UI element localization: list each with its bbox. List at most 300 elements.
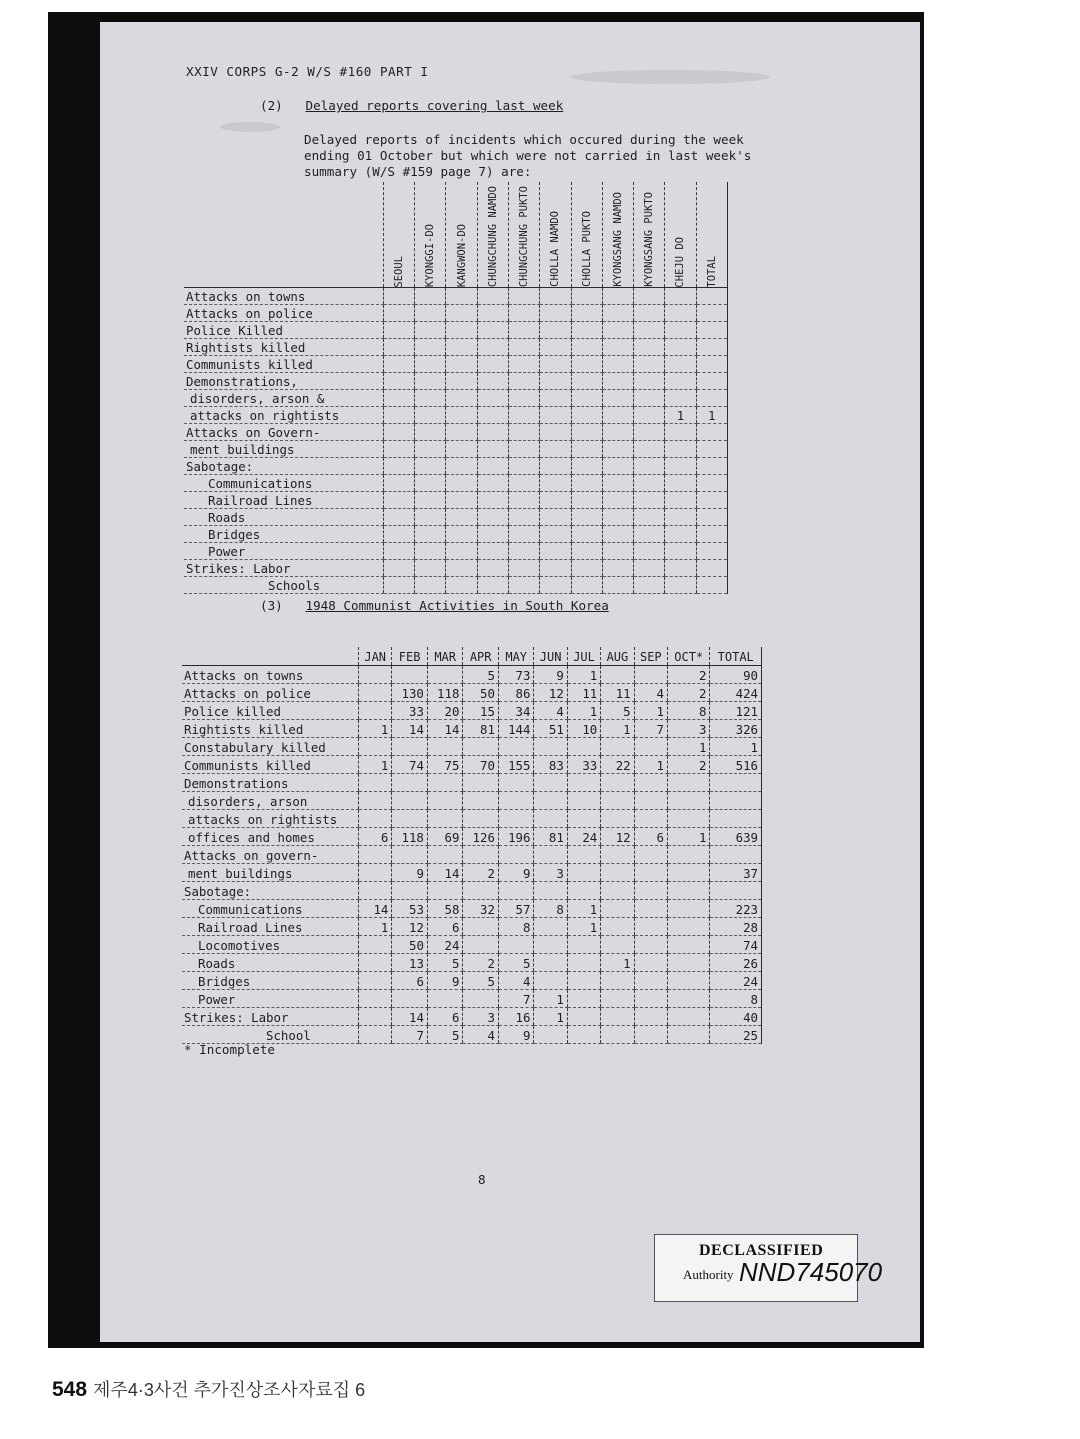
- column-header: [602, 182, 633, 288]
- table-cell: [567, 882, 600, 900]
- table-cell: [710, 810, 762, 828]
- table-cell: [634, 458, 665, 475]
- table-cell: [571, 339, 602, 356]
- table-cell: 1: [668, 828, 710, 846]
- table-cell: [383, 288, 414, 305]
- table-cell: [446, 305, 477, 322]
- table-cell: 12: [534, 684, 567, 702]
- table-cell: [571, 577, 602, 594]
- row-label: Attacks on towns: [182, 666, 359, 684]
- table-cell: [463, 936, 499, 954]
- table-row: [184, 492, 728, 509]
- table-cell: [477, 475, 508, 492]
- table-cell: [571, 492, 602, 509]
- table-cell: 6: [392, 972, 428, 990]
- table-cell: 6: [634, 828, 667, 846]
- table-cell: [446, 543, 477, 560]
- table-cell: 130: [392, 684, 428, 702]
- table-cell: 1: [534, 1008, 567, 1026]
- table-cell: [359, 774, 392, 792]
- table-cell: [383, 492, 414, 509]
- table-cell: [696, 390, 727, 407]
- table-cell: [383, 543, 414, 560]
- table-cell: 11: [567, 684, 600, 702]
- table-cell: [567, 1008, 600, 1026]
- table-row: [182, 1008, 762, 1026]
- table-cell: [383, 577, 414, 594]
- section-1-number: (2): [260, 98, 283, 113]
- table-cell: [601, 1026, 634, 1044]
- table-cell: [508, 373, 539, 390]
- table-row: [182, 882, 762, 900]
- table-cell: 75: [427, 756, 463, 774]
- table-cell: [634, 492, 665, 509]
- table-cell: [634, 774, 667, 792]
- table-cell: [415, 288, 446, 305]
- table-cell: [359, 738, 392, 756]
- table-cell: [696, 288, 727, 305]
- table-cell: 11: [601, 684, 634, 702]
- table-cell: [567, 936, 600, 954]
- row-label: Constabulary killed: [182, 738, 359, 756]
- table-cell: [508, 322, 539, 339]
- table-cell: [415, 475, 446, 492]
- row-label: Attacks on govern-: [182, 846, 359, 864]
- table-cell: 3: [534, 864, 567, 882]
- table-cell: [463, 918, 499, 936]
- table-row: [184, 441, 728, 458]
- table-cell: [463, 792, 499, 810]
- table-cell: [571, 458, 602, 475]
- table-cell: [392, 882, 428, 900]
- table-cell: [602, 288, 633, 305]
- table-cell: [567, 990, 600, 1008]
- table-cell: [446, 458, 477, 475]
- table-cell: [634, 407, 665, 424]
- table-cell: 9: [392, 864, 428, 882]
- table-cell: [567, 792, 600, 810]
- table-cell: [415, 577, 446, 594]
- table-cell: [668, 864, 710, 882]
- table-cell: [446, 560, 477, 577]
- table-cell: [540, 509, 571, 526]
- table-cell: [571, 288, 602, 305]
- column-header: [665, 182, 696, 288]
- book-title: 제주4·3사건 추가진상조사자료집 6: [93, 1380, 366, 1400]
- table-cell: [427, 882, 463, 900]
- table-row: [184, 288, 728, 305]
- table-cell: [498, 882, 534, 900]
- row-label: Railroad Lines: [182, 918, 359, 936]
- row-label: Communications: [184, 475, 383, 492]
- table-cell: 5: [498, 954, 534, 972]
- table-cell: [463, 882, 499, 900]
- table-cell: 4: [634, 684, 667, 702]
- table-cell: 15: [463, 702, 499, 720]
- table-cell: [446, 356, 477, 373]
- row-label: ment buildings: [184, 441, 383, 458]
- table-row: [182, 810, 762, 828]
- row-label: attacks on rightists: [182, 810, 359, 828]
- table-row: [184, 458, 728, 475]
- table-cell: [508, 492, 539, 509]
- table-row: [184, 543, 728, 560]
- column-header: FEB: [392, 647, 428, 666]
- table-cell: [477, 305, 508, 322]
- table-cell: 1: [567, 702, 600, 720]
- table-cell: [383, 407, 414, 424]
- table-cell: 20: [427, 702, 463, 720]
- table-cell: 2: [668, 684, 710, 702]
- column-header: [540, 182, 571, 288]
- table-cell: [540, 577, 571, 594]
- table-row: [184, 509, 728, 526]
- table-cell: [534, 792, 567, 810]
- table-cell: [508, 339, 539, 356]
- table-cell: [601, 972, 634, 990]
- column-header: JUL: [567, 647, 600, 666]
- table-cell: [392, 738, 428, 756]
- table-cell: 5: [601, 702, 634, 720]
- table-row: [184, 305, 728, 322]
- table-cell: [696, 526, 727, 543]
- table-cell: 24: [427, 936, 463, 954]
- stamp-declassified: DECLASSIFIED: [699, 1242, 824, 1259]
- row-label: Locomotives: [182, 936, 359, 954]
- table-cell: [696, 373, 727, 390]
- table-cell: 196: [498, 828, 534, 846]
- table-cell: 50: [392, 936, 428, 954]
- table-row: [182, 1026, 762, 1044]
- table-cell: [359, 684, 392, 702]
- table-row: [184, 424, 728, 441]
- row-label: Roads: [184, 509, 383, 526]
- table-cell: 6: [427, 1008, 463, 1026]
- table-cell: [665, 305, 696, 322]
- table-cell: [571, 543, 602, 560]
- row-label: Rightists killed: [182, 720, 359, 738]
- table-cell: [571, 322, 602, 339]
- table-cell: 5: [427, 1026, 463, 1044]
- table-cell: [567, 738, 600, 756]
- table-cell: [383, 509, 414, 526]
- table-cell: [383, 339, 414, 356]
- table-cell: [392, 666, 428, 684]
- table-row: [182, 774, 762, 792]
- table-cell: [634, 305, 665, 322]
- table-cell: [359, 702, 392, 720]
- table-cell: [665, 560, 696, 577]
- row-label: Attacks on Govern-: [184, 424, 383, 441]
- table-cell: [571, 407, 602, 424]
- table-cell: [415, 305, 446, 322]
- table-cell: 1: [359, 720, 392, 738]
- table-cell: [602, 577, 633, 594]
- table-cell: 2: [668, 666, 710, 684]
- table-cell: [498, 738, 534, 756]
- table-cell: [359, 1008, 392, 1026]
- table-cell: [634, 509, 665, 526]
- table-cell: [601, 846, 634, 864]
- table-cell: 1: [710, 738, 762, 756]
- table-cell: [359, 990, 392, 1008]
- table-cell: [665, 577, 696, 594]
- table-row: [184, 373, 728, 390]
- table-cell: [540, 441, 571, 458]
- table-cell: [392, 846, 428, 864]
- table-cell: [634, 475, 665, 492]
- table-cell: [571, 373, 602, 390]
- table-cell: [477, 543, 508, 560]
- table-cell: [567, 1026, 600, 1044]
- table-cell: [540, 288, 571, 305]
- table-cell: [498, 810, 534, 828]
- table-row: [184, 560, 728, 577]
- table-cell: [602, 322, 633, 339]
- row-label: Bridges: [182, 972, 359, 990]
- row-label: Sabotage:: [182, 882, 359, 900]
- table-row: [184, 526, 728, 543]
- table-cell: [634, 526, 665, 543]
- row-label: Communists killed: [182, 756, 359, 774]
- table-row: [184, 577, 728, 594]
- table-cell: 1: [665, 407, 696, 424]
- row-label: Attacks on police: [182, 684, 359, 702]
- table-cell: [508, 390, 539, 407]
- row-label: Bridges: [184, 526, 383, 543]
- table-cell: 9: [498, 1026, 534, 1044]
- table-cell: [540, 526, 571, 543]
- table-cell: [508, 305, 539, 322]
- table-cell: [602, 475, 633, 492]
- table-row: [184, 356, 728, 373]
- table-cell: [696, 458, 727, 475]
- table-cell: [446, 288, 477, 305]
- table-cell: [508, 577, 539, 594]
- table-cell: [696, 475, 727, 492]
- table-cell: 32: [463, 900, 499, 918]
- table-cell: [634, 864, 667, 882]
- table-cell: [634, 424, 665, 441]
- table-cell: [477, 356, 508, 373]
- table-cell: [696, 424, 727, 441]
- table-cell: 118: [427, 684, 463, 702]
- table-cell: [696, 509, 727, 526]
- table-cell: 40: [710, 1008, 762, 1026]
- table-cell: 1: [359, 756, 392, 774]
- table-cell: [634, 936, 667, 954]
- table-cell: [477, 373, 508, 390]
- table-cell: [601, 666, 634, 684]
- table-cell: [668, 792, 710, 810]
- table-cell: [392, 774, 428, 792]
- table-cell: 33: [567, 756, 600, 774]
- section-1-title: Delayed reports covering last week: [305, 98, 564, 113]
- table-cell: [446, 407, 477, 424]
- table-cell: [710, 846, 762, 864]
- table-cell: 8: [668, 702, 710, 720]
- table-cell: [601, 1008, 634, 1026]
- section-1-intro: Delayed reports of incidents which occured during the week ending 01 October but which were not carried in last week's summary (W/S #159 page 7) are:: [304, 132, 752, 179]
- row-label: Power: [184, 543, 383, 560]
- table-cell: [567, 810, 600, 828]
- table-cell: [634, 322, 665, 339]
- column-header: [446, 182, 477, 288]
- table-cell: [668, 954, 710, 972]
- table-cell: [634, 543, 665, 560]
- table-cell: [634, 792, 667, 810]
- table-cell: [446, 526, 477, 543]
- table-cell: [696, 322, 727, 339]
- table-cell: [477, 441, 508, 458]
- table-cell: [383, 441, 414, 458]
- table-cell: 81: [534, 828, 567, 846]
- column-header-label: CHOLLA PUKTO: [580, 211, 593, 288]
- column-header: OCT*: [668, 647, 710, 666]
- column-header: SEP: [634, 647, 667, 666]
- table-cell: [602, 526, 633, 543]
- table-header-row: [182, 647, 762, 666]
- table-cell: [383, 356, 414, 373]
- row-label-header: [182, 647, 359, 666]
- row-label: Rightists killed: [184, 339, 383, 356]
- table-cell: 9: [498, 864, 534, 882]
- table-cell: [602, 458, 633, 475]
- column-header-label: CHUNGCHUNG NAMDO: [486, 186, 499, 288]
- row-label: Roads: [182, 954, 359, 972]
- table-cell: [534, 918, 567, 936]
- table-row: [182, 756, 762, 774]
- table-cell: 1: [601, 954, 634, 972]
- table-row: [182, 720, 762, 738]
- table-cell: [540, 458, 571, 475]
- table-cell: [602, 373, 633, 390]
- table-cell: 14: [427, 864, 463, 882]
- declassified-stamp: [654, 1234, 883, 1302]
- table-cell: [602, 339, 633, 356]
- table-cell: [534, 846, 567, 864]
- row-label: Communists killed: [184, 356, 383, 373]
- table-cell: 74: [710, 936, 762, 954]
- table-row: [182, 990, 762, 1008]
- page-number: 8: [478, 1172, 486, 1187]
- row-label: attacks on rightists: [184, 407, 383, 424]
- row-label: Communications: [182, 900, 359, 918]
- row-label: Strikes: Labor: [184, 560, 383, 577]
- table-cell: [710, 774, 762, 792]
- table-cell: [415, 543, 446, 560]
- table-cell: 5: [427, 954, 463, 972]
- table-cell: [634, 288, 665, 305]
- table-cell: [359, 666, 392, 684]
- table-cell: [571, 390, 602, 407]
- table-cell: [534, 774, 567, 792]
- table-cell: [634, 882, 667, 900]
- column-header-label: CHUNGCHUNG PUKTO: [518, 186, 531, 288]
- table-cell: [508, 543, 539, 560]
- table-cell: [696, 543, 727, 560]
- table-cell: [477, 492, 508, 509]
- table-cell: 81: [463, 720, 499, 738]
- table-cell: [602, 356, 633, 373]
- table-cell: 516: [710, 756, 762, 774]
- row-label: Sabotage:: [184, 458, 383, 475]
- table-row: [182, 936, 762, 954]
- table-cell: [634, 918, 667, 936]
- table-cell: 28: [710, 918, 762, 936]
- table-cell: 24: [710, 972, 762, 990]
- table-cell: 223: [710, 900, 762, 918]
- communist-activities-table: [182, 647, 762, 1044]
- table-cell: [427, 846, 463, 864]
- table-cell: [415, 373, 446, 390]
- table-cell: 51: [534, 720, 567, 738]
- table-cell: 83: [534, 756, 567, 774]
- table-cell: [668, 774, 710, 792]
- table-row: [182, 918, 762, 936]
- table-cell: 86: [498, 684, 534, 702]
- table-cell: [634, 373, 665, 390]
- table-cell: [571, 356, 602, 373]
- table-cell: [540, 339, 571, 356]
- table-cell: [534, 738, 567, 756]
- table-cell: [446, 322, 477, 339]
- table-cell: [540, 373, 571, 390]
- table-cell: [696, 305, 727, 322]
- table-cell: [665, 509, 696, 526]
- table-cell: 118: [392, 828, 428, 846]
- table-cell: [534, 936, 567, 954]
- table-cell: [415, 322, 446, 339]
- table-cell: [696, 492, 727, 509]
- table-cell: [668, 900, 710, 918]
- column-header-label: KYONGSANG NAMDO: [611, 192, 624, 288]
- table-cell: 12: [601, 828, 634, 846]
- column-header-label: KYONGGI-DO: [424, 223, 437, 288]
- table-cell: [665, 424, 696, 441]
- table-cell: 3: [668, 720, 710, 738]
- table-cell: [477, 288, 508, 305]
- row-label: Attacks on police: [184, 305, 383, 322]
- table-cell: 6: [359, 828, 392, 846]
- table-cell: [508, 356, 539, 373]
- table-cell: 26: [710, 954, 762, 972]
- table-cell: [668, 990, 710, 1008]
- section-1-heading: [260, 98, 563, 114]
- table-row: [182, 864, 762, 882]
- table-cell: 16: [498, 1008, 534, 1026]
- table-cell: 1: [534, 990, 567, 1008]
- table-cell: [634, 738, 667, 756]
- table-cell: [427, 738, 463, 756]
- table-cell: [665, 458, 696, 475]
- table-cell: 5: [463, 666, 499, 684]
- table-cell: [446, 424, 477, 441]
- table-cell: 8: [498, 918, 534, 936]
- table-cell: 24: [567, 828, 600, 846]
- row-label: disorders, arson &: [184, 390, 383, 407]
- table-row: [182, 846, 762, 864]
- table-row: [182, 954, 762, 972]
- column-header: [508, 182, 539, 288]
- table-cell: [668, 918, 710, 936]
- table-cell: 58: [427, 900, 463, 918]
- table-cell: [463, 810, 499, 828]
- table-cell: [696, 339, 727, 356]
- section-2-title: 1948 Communist Activities in South Korea: [305, 598, 609, 613]
- table-cell: [463, 774, 499, 792]
- table-cell: [446, 339, 477, 356]
